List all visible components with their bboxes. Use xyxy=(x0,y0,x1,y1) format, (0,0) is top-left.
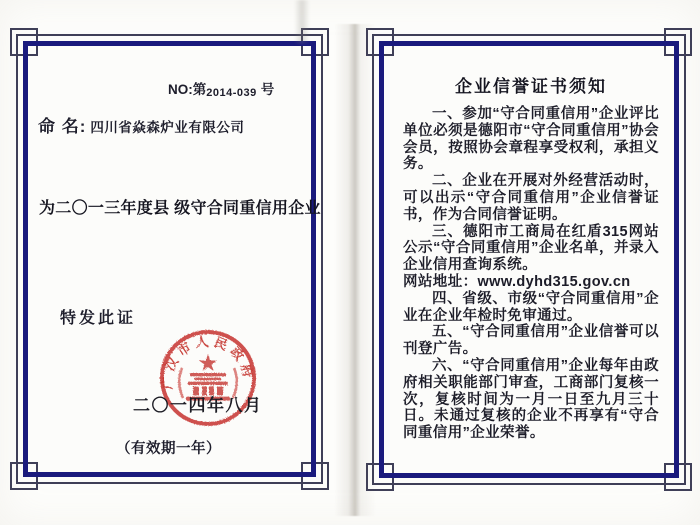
certificate-left-page xyxy=(16,34,323,484)
issue-statement: 特发此证 xyxy=(60,310,137,327)
corner-ornament xyxy=(10,462,38,490)
notice-paragraph: 二、企业在开展对外经营活动时，可以出示“守合同重信用”企业信誉证书，作为合同信誉证明。 xyxy=(403,173,659,223)
notice-paragraph: 六、“守合同重信用”企业每年由政府相关职能部门审查，工商部门复核一次，复核时间为一月一日至九月三十日。未通过复核的企业不再享有“守合同重信用”企业荣誉。 xyxy=(403,357,659,442)
notice-paragraph: 一、参加“守合同重信用”企业评比单位必须是德阳市“守合同重信用”协会会员，按照协会章程享受权利，承担义务。 xyxy=(403,106,659,173)
notice-paragraph: 网站地址：www.dyhd315.gov.cn xyxy=(403,273,631,290)
notice-paragraph: 三、德阳市工商局在红盾315网站公示“守合同重信用”企业名单，并录入企业信用查询系统。 xyxy=(403,223,659,274)
notice-body xyxy=(403,106,659,442)
corner-ornament xyxy=(301,462,329,490)
notice-paragraph: 五、“守合同重信用”企业信誉可以刊登广告。 xyxy=(403,324,659,358)
corner-ornament xyxy=(664,28,692,56)
name-label: 命 名: xyxy=(38,117,87,136)
corner-ornament xyxy=(664,463,692,491)
company-name: 四川省焱森炉业有限公司 xyxy=(90,120,245,135)
serial-prefix: NO:第 xyxy=(168,82,207,97)
fold-shadow xyxy=(294,0,310,44)
corner-ornament xyxy=(10,28,38,56)
notice-section xyxy=(403,72,659,442)
government-seal xyxy=(140,310,276,446)
serial-number-line xyxy=(168,78,338,98)
serial-suffix: 号 xyxy=(260,82,275,97)
validity-period: （有效期一年） xyxy=(116,441,221,457)
award-title: 为二〇一三年度县 级守合同重信用企业 xyxy=(39,200,321,217)
certificate-right-page xyxy=(372,34,686,485)
company-name-line xyxy=(38,112,244,137)
notice-title: 企业信誉证书须知 xyxy=(455,77,607,96)
notice-paragraph: 四、省级、市级“守合同重信用”企业在企业年检时免审通过。 xyxy=(403,290,659,324)
seal-text: 广汉市人民政府 xyxy=(159,333,257,390)
issue-date: 二〇一四年八月 xyxy=(133,396,263,415)
serial-number: 2014-039 xyxy=(206,87,257,99)
book-fold-crease xyxy=(334,24,376,516)
